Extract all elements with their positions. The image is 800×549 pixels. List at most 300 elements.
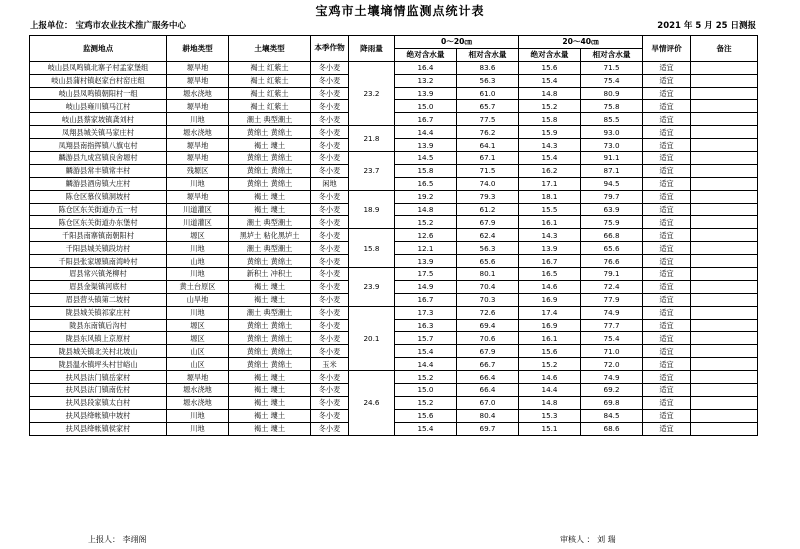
land-type-cell: 塬水浇地 — [167, 396, 229, 409]
land-type-cell: 塬旱地 — [167, 152, 229, 165]
crop-cell: 冬小麦 — [311, 371, 349, 384]
soil-type-cell: 褐土 塿土 — [229, 409, 311, 422]
table-row — [30, 332, 758, 345]
crop-cell: 冬小麦 — [311, 126, 349, 139]
soil-type-cell: 潮土 典型潮土 — [229, 242, 311, 255]
abs-20-40-cell: 15.1 — [519, 422, 581, 435]
reporter: 上报人： 李翊阁 — [88, 535, 147, 544]
table-row — [30, 409, 758, 422]
rel-20-40-cell: 69.2 — [581, 384, 643, 397]
soil-type-cell: 新积土 冲积土 — [229, 268, 311, 281]
soil-type-cell: 褐土 红紫土 — [229, 74, 311, 87]
site-cell: 麟游县九成宫镇良舍塬村 — [30, 152, 167, 165]
abs-20-40-cell: 14.3 — [519, 229, 581, 242]
soil-type-cell: 褐土 塿土 — [229, 190, 311, 203]
header-rainfall: 降雨量 — [349, 36, 395, 62]
abs-20-40-cell: 14.8 — [519, 396, 581, 409]
abs-0-20-cell: 15.4 — [395, 422, 457, 435]
rel-0-20-cell: 67.9 — [457, 345, 519, 358]
crop-cell: 冬小麦 — [311, 332, 349, 345]
soil-type-cell: 褐土 红紫土 — [229, 61, 311, 74]
remark-cell — [691, 396, 758, 409]
rainfall-cell: 18.9 — [349, 190, 395, 229]
remark-cell — [691, 345, 758, 358]
abs-20-40-cell: 15.2 — [519, 358, 581, 371]
rel-20-40-cell: 74.9 — [581, 306, 643, 319]
abs-20-40-cell: 16.9 — [519, 319, 581, 332]
table-row — [30, 396, 758, 409]
crop-cell: 冬小麦 — [311, 229, 349, 242]
land-type-cell: 塬水浇地 — [167, 87, 229, 100]
site-cell: 岐山县凤鸣镇朝阳村一组 — [30, 87, 167, 100]
crop-cell: 冬小麦 — [311, 396, 349, 409]
soil-type-cell: 黄绵土 黄绵土 — [229, 345, 311, 358]
abs-0-20-cell: 15.7 — [395, 332, 457, 345]
rel-0-20-cell: 67.9 — [457, 216, 519, 229]
rel-0-20-cell: 66.7 — [457, 358, 519, 371]
crop-cell: 冬小麦 — [311, 190, 349, 203]
table-row — [30, 139, 758, 152]
soil-type-cell: 褐土 塿土 — [229, 371, 311, 384]
abs-20-40-cell: 16.9 — [519, 293, 581, 306]
rel-0-20-cell: 72.6 — [457, 306, 519, 319]
drought-eval-cell: 适宜 — [643, 126, 691, 139]
rel-20-40-cell: 69.8 — [581, 396, 643, 409]
abs-0-20-cell: 19.2 — [395, 190, 457, 203]
abs-20-40-cell: 15.3 — [519, 409, 581, 422]
site-cell: 凤翔县城关镇马家庄村 — [30, 126, 167, 139]
drought-eval-cell: 适宜 — [643, 164, 691, 177]
land-type-cell: 塬旱地 — [167, 371, 229, 384]
land-type-cell: 川道灌区 — [167, 203, 229, 216]
rainfall-cell: 20.1 — [349, 306, 395, 370]
soil-type-cell: 潮土 典型潮土 — [229, 306, 311, 319]
abs-0-20-cell: 15.8 — [395, 164, 457, 177]
drought-eval-cell: 适宜 — [643, 280, 691, 293]
report-unit: 上报单位： 宝鸡市农业技术推广服务中心 — [30, 21, 186, 31]
abs-0-20-cell: 15.2 — [395, 371, 457, 384]
site-cell: 岐山县雍川镇马江村 — [30, 100, 167, 113]
soil-type-cell: 黄绵土 黄绵土 — [229, 177, 311, 190]
site-cell: 岐山县蔡家坡镇龚刘村 — [30, 113, 167, 126]
header-drought: 旱情评价 — [643, 36, 691, 62]
drought-eval-cell: 适宜 — [643, 139, 691, 152]
site-cell: 千阳县城关镇段坊村 — [30, 242, 167, 255]
abs-0-20-cell: 16.5 — [395, 177, 457, 190]
rel-0-20-cell: 74.0 — [457, 177, 519, 190]
crop-cell: 冬小麦 — [311, 74, 349, 87]
report-date: 2021 年 5 月 25 日测报 — [657, 21, 756, 31]
header-rel-1: 相对含水量 — [457, 48, 519, 61]
crop-cell: 冬小麦 — [311, 100, 349, 113]
rainfall-cell: 23.7 — [349, 152, 395, 191]
land-type-cell: 塬旱地 — [167, 139, 229, 152]
land-type-cell: 山区 — [167, 358, 229, 371]
rel-20-40-cell: 66.8 — [581, 229, 643, 242]
table-row — [30, 61, 758, 74]
land-type-cell: 川地 — [167, 177, 229, 190]
rel-0-20-cell: 62.4 — [457, 229, 519, 242]
soil-type-cell: 黄绵土 黄绵土 — [229, 164, 311, 177]
site-cell: 陈仓区东关街道办东堡村 — [30, 216, 167, 229]
drought-eval-cell: 适宜 — [643, 203, 691, 216]
rel-20-40-cell: 76.6 — [581, 255, 643, 268]
drought-eval-cell: 适宜 — [643, 113, 691, 126]
drought-eval-cell: 适宜 — [643, 306, 691, 319]
abs-20-40-cell: 17.4 — [519, 306, 581, 319]
header-rel-2: 相对含水量 — [581, 48, 643, 61]
drought-eval-cell: 适宜 — [643, 190, 691, 203]
remark-cell — [691, 61, 758, 74]
abs-0-20-cell: 15.0 — [395, 384, 457, 397]
rel-20-40-cell: 71.5 — [581, 61, 643, 74]
drought-eval-cell: 适宜 — [643, 345, 691, 358]
crop-cell: 冬小麦 — [311, 61, 349, 74]
rel-0-20-cell: 56.3 — [457, 74, 519, 87]
land-type-cell: 川地 — [167, 306, 229, 319]
soil-type-cell: 黑垆土 粘化黑垆土 — [229, 229, 311, 242]
soil-type-cell: 潮土 典型潮土 — [229, 113, 311, 126]
land-type-cell: 塬区 — [167, 319, 229, 332]
rel-20-40-cell: 75.8 — [581, 100, 643, 113]
site-cell: 岐山县凤鸣镇北寨子村孟家堡组 — [30, 61, 167, 74]
abs-0-20-cell: 13.2 — [395, 74, 457, 87]
drought-eval-cell: 适宜 — [643, 371, 691, 384]
soil-type-cell: 黄绵土 黄绵土 — [229, 255, 311, 268]
crop-cell: 冬小麦 — [311, 268, 349, 281]
rel-0-20-cell: 77.5 — [457, 113, 519, 126]
rel-0-20-cell: 70.6 — [457, 332, 519, 345]
abs-20-40-cell: 16.1 — [519, 216, 581, 229]
header-land-type: 耕地类型 — [167, 36, 229, 62]
site-cell: 千阳县南寨镇南朝阳村 — [30, 229, 167, 242]
abs-20-40-cell: 13.9 — [519, 242, 581, 255]
rel-0-20-cell: 69.7 — [457, 422, 519, 435]
rel-20-40-cell: 84.5 — [581, 409, 643, 422]
drought-eval-cell: 适宜 — [643, 216, 691, 229]
rel-0-20-cell: 64.1 — [457, 139, 519, 152]
rel-0-20-cell: 65.6 — [457, 255, 519, 268]
remark-cell — [691, 164, 758, 177]
abs-20-40-cell: 16.2 — [519, 164, 581, 177]
header-abs-1: 绝对含水量 — [395, 48, 457, 61]
remark-cell — [691, 190, 758, 203]
site-cell: 陇县温水镇坪头村甘峪山 — [30, 358, 167, 371]
rel-20-40-cell: 80.9 — [581, 87, 643, 100]
rel-0-20-cell: 70.4 — [457, 280, 519, 293]
table-row — [30, 177, 758, 190]
abs-0-20-cell: 14.9 — [395, 280, 457, 293]
abs-0-20-cell: 14.4 — [395, 126, 457, 139]
crop-cell: 冬小麦 — [311, 306, 349, 319]
remark-cell — [691, 319, 758, 332]
remark-cell — [691, 139, 758, 152]
site-cell: 陈仓区东关街道办五一村 — [30, 203, 167, 216]
table-row — [30, 358, 758, 371]
rel-0-20-cell: 66.4 — [457, 384, 519, 397]
drought-eval-cell: 适宜 — [643, 293, 691, 306]
abs-20-40-cell: 15.8 — [519, 113, 581, 126]
abs-20-40-cell: 14.3 — [519, 139, 581, 152]
abs-0-20-cell: 17.3 — [395, 306, 457, 319]
drought-eval-cell: 适宜 — [643, 319, 691, 332]
site-cell: 眉县常兴镇尧柳村 — [30, 268, 167, 281]
remark-cell — [691, 152, 758, 165]
abs-0-20-cell: 15.0 — [395, 100, 457, 113]
soil-type-cell: 褐土 塿土 — [229, 293, 311, 306]
remark-cell — [691, 306, 758, 319]
remark-cell — [691, 229, 758, 242]
land-type-cell: 塬水浇地 — [167, 384, 229, 397]
crop-cell: 冬小麦 — [311, 280, 349, 293]
table-row — [30, 280, 758, 293]
rainfall-cell: 24.6 — [349, 371, 395, 435]
abs-0-20-cell: 13.9 — [395, 255, 457, 268]
remark-cell — [691, 409, 758, 422]
soil-type-cell: 潮土 典型潮土 — [229, 216, 311, 229]
rel-20-40-cell: 91.1 — [581, 152, 643, 165]
abs-20-40-cell: 16.5 — [519, 268, 581, 281]
drought-eval-cell: 适宜 — [643, 152, 691, 165]
header-soil-type: 土壤类型 — [229, 36, 311, 62]
rel-0-20-cell: 79.3 — [457, 190, 519, 203]
drought-eval-cell: 适宜 — [643, 100, 691, 113]
site-cell: 陇县城关镇祁家庄村 — [30, 306, 167, 319]
abs-0-20-cell: 12.6 — [395, 229, 457, 242]
remark-cell — [691, 332, 758, 345]
table-row — [30, 306, 758, 319]
abs-20-40-cell: 15.2 — [519, 100, 581, 113]
table-row — [30, 268, 758, 281]
rel-20-40-cell: 87.1 — [581, 164, 643, 177]
crop-cell: 冬小麦 — [311, 152, 349, 165]
abs-0-20-cell: 13.9 — [395, 139, 457, 152]
table-row — [30, 319, 758, 332]
land-type-cell: 塬旱地 — [167, 74, 229, 87]
drought-eval-cell: 适宜 — [643, 87, 691, 100]
land-type-cell: 黄土台原区 — [167, 280, 229, 293]
remark-cell — [691, 384, 758, 397]
remark-cell — [691, 113, 758, 126]
abs-20-40-cell: 15.9 — [519, 126, 581, 139]
crop-cell: 冬小麦 — [311, 345, 349, 358]
crop-cell: 冬小麦 — [311, 242, 349, 255]
abs-0-20-cell: 16.4 — [395, 61, 457, 74]
rel-20-40-cell: 94.5 — [581, 177, 643, 190]
rel-0-20-cell: 70.3 — [457, 293, 519, 306]
land-type-cell: 塬旱地 — [167, 100, 229, 113]
rel-20-40-cell: 73.0 — [581, 139, 643, 152]
header-abs-2: 绝对含水量 — [519, 48, 581, 61]
rel-0-20-cell: 80.4 — [457, 409, 519, 422]
crop-cell: 冬小麦 — [311, 409, 349, 422]
drought-eval-cell: 适宜 — [643, 74, 691, 87]
abs-0-20-cell: 13.9 — [395, 87, 457, 100]
remark-cell — [691, 280, 758, 293]
rel-20-40-cell: 65.6 — [581, 242, 643, 255]
drought-eval-cell: 适宜 — [643, 61, 691, 74]
abs-0-20-cell: 16.3 — [395, 319, 457, 332]
table-row — [30, 190, 758, 203]
abs-0-20-cell: 14.4 — [395, 358, 457, 371]
crop-cell: 冬小麦 — [311, 293, 349, 306]
land-type-cell: 川地 — [167, 242, 229, 255]
rel-20-40-cell: 85.5 — [581, 113, 643, 126]
table-row — [30, 126, 758, 139]
table-row — [30, 229, 758, 242]
soil-type-cell: 褐土 塿土 — [229, 280, 311, 293]
page-title: 宝鸡市土壤墒情监测点统计表 — [315, 4, 485, 18]
rel-0-20-cell: 67.1 — [457, 152, 519, 165]
table-row — [30, 384, 758, 397]
rel-20-40-cell: 77.9 — [581, 293, 643, 306]
header-remark: 备注 — [691, 36, 758, 62]
abs-20-40-cell: 15.4 — [519, 152, 581, 165]
site-cell: 凤翔县南指挥镇八旗屯村 — [30, 139, 167, 152]
abs-0-20-cell: 15.2 — [395, 216, 457, 229]
remark-cell — [691, 87, 758, 100]
remark-cell — [691, 177, 758, 190]
land-type-cell: 塬旱地 — [167, 190, 229, 203]
soil-type-cell: 褐土 塿土 — [229, 139, 311, 152]
remark-cell — [691, 74, 758, 87]
land-type-cell: 川地 — [167, 268, 229, 281]
abs-0-20-cell: 15.2 — [395, 396, 457, 409]
drought-eval-cell: 适宜 — [643, 255, 691, 268]
drought-eval-cell: 适宜 — [643, 409, 691, 422]
site-cell: 扶风县法门镇南佐村 — [30, 384, 167, 397]
remark-cell — [691, 242, 758, 255]
drought-eval-cell: 适宜 — [643, 242, 691, 255]
rel-20-40-cell: 72.4 — [581, 280, 643, 293]
abs-20-40-cell: 14.6 — [519, 280, 581, 293]
abs-20-40-cell: 14.8 — [519, 87, 581, 100]
rel-0-20-cell: 71.5 — [457, 164, 519, 177]
land-type-cell: 山地 — [167, 255, 229, 268]
site-cell: 扶风县绛帐镇中坡村 — [30, 409, 167, 422]
remark-cell — [691, 126, 758, 139]
land-type-cell: 川地 — [167, 422, 229, 435]
crop-cell: 冬小麦 — [311, 87, 349, 100]
site-cell: 眉县金渠镇河底村 — [30, 280, 167, 293]
rel-20-40-cell: 79.7 — [581, 190, 643, 203]
table-row — [30, 371, 758, 384]
table-row — [30, 74, 758, 87]
crop-cell: 冬小麦 — [311, 422, 349, 435]
land-type-cell: 山旱地 — [167, 293, 229, 306]
crop-cell: 冬小麦 — [311, 255, 349, 268]
rel-0-20-cell: 56.3 — [457, 242, 519, 255]
soil-type-cell: 黄绵土 黄绵土 — [229, 332, 311, 345]
rel-0-20-cell: 65.7 — [457, 100, 519, 113]
drought-eval-cell: 适宜 — [643, 177, 691, 190]
reviewer: 审核人 ： 刘 瑞 — [560, 535, 616, 544]
abs-20-40-cell: 14.4 — [519, 384, 581, 397]
table-row — [30, 152, 758, 165]
table-row — [30, 242, 758, 255]
rel-0-20-cell: 80.1 — [457, 268, 519, 281]
remark-cell — [691, 371, 758, 384]
abs-20-40-cell: 14.6 — [519, 371, 581, 384]
site-cell: 陈仓区慕仪镇洞坡村 — [30, 190, 167, 203]
table-row — [30, 113, 758, 126]
rel-20-40-cell: 93.0 — [581, 126, 643, 139]
abs-0-20-cell: 16.7 — [395, 293, 457, 306]
header-site: 监测地点 — [30, 36, 167, 62]
land-type-cell: 塬旱地 — [167, 61, 229, 74]
crop-cell: 冬小麦 — [311, 216, 349, 229]
drought-eval-cell: 适宜 — [643, 358, 691, 371]
soil-type-cell: 黄绵土 黄绵土 — [229, 152, 311, 165]
table-row — [30, 100, 758, 113]
land-type-cell: 川地 — [167, 113, 229, 126]
rel-0-20-cell: 83.6 — [457, 61, 519, 74]
rel-20-40-cell: 75.9 — [581, 216, 643, 229]
abs-0-20-cell: 14.5 — [395, 152, 457, 165]
rel-20-40-cell: 74.9 — [581, 371, 643, 384]
rel-0-20-cell: 69.4 — [457, 319, 519, 332]
land-type-cell: 川道灌区 — [167, 216, 229, 229]
soil-type-cell: 褐土 红紫土 — [229, 87, 311, 100]
header-depth-0-20: 0～20㎝ — [395, 36, 519, 49]
crop-cell: 冬小麦 — [311, 203, 349, 216]
soil-type-cell: 褐土 塿土 — [229, 384, 311, 397]
drought-eval-cell: 适宜 — [643, 422, 691, 435]
soil-type-cell: 黄绵土 黄绵土 — [229, 358, 311, 371]
table-row — [30, 87, 758, 100]
crop-cell: 冬小麦 — [311, 384, 349, 397]
table-row — [30, 255, 758, 268]
rel-20-40-cell: 79.1 — [581, 268, 643, 281]
abs-0-20-cell: 15.6 — [395, 409, 457, 422]
crop-cell: 闲地 — [311, 177, 349, 190]
soil-type-cell: 褐土 红紫土 — [229, 100, 311, 113]
rel-20-40-cell: 75.4 — [581, 332, 643, 345]
rel-0-20-cell: 61.0 — [457, 87, 519, 100]
land-type-cell: 塬区 — [167, 229, 229, 242]
land-type-cell: 山区 — [167, 345, 229, 358]
abs-20-40-cell: 16.1 — [519, 332, 581, 345]
remark-cell — [691, 422, 758, 435]
site-cell: 千阳县张家塬镇南湾岭村 — [30, 255, 167, 268]
land-type-cell: 川地 — [167, 409, 229, 422]
rel-20-40-cell: 71.0 — [581, 345, 643, 358]
drought-eval-cell: 适宜 — [643, 229, 691, 242]
table-body — [30, 61, 758, 435]
crop-cell: 冬小麦 — [311, 139, 349, 152]
remark-cell — [691, 100, 758, 113]
crop-cell: 冬小麦 — [311, 164, 349, 177]
rel-0-20-cell: 61.2 — [457, 203, 519, 216]
soil-type-cell: 褐土 塿土 — [229, 422, 311, 435]
drought-eval-cell: 适宜 — [643, 268, 691, 281]
rainfall-cell: 23.2 — [349, 61, 395, 125]
rainfall-cell: 21.8 — [349, 126, 395, 152]
abs-20-40-cell: 15.4 — [519, 74, 581, 87]
site-cell: 麟游县常丰镇常丰村 — [30, 164, 167, 177]
site-cell: 扶风县段家镇太白村 — [30, 396, 167, 409]
site-cell: 陇县城关镇北关村北坡山 — [30, 345, 167, 358]
rel-20-40-cell: 63.9 — [581, 203, 643, 216]
remark-cell — [691, 203, 758, 216]
abs-20-40-cell: 15.6 — [519, 61, 581, 74]
rel-20-40-cell: 72.0 — [581, 358, 643, 371]
header-row-1 — [30, 36, 758, 49]
moisture-table — [29, 35, 758, 436]
abs-20-40-cell: 16.7 — [519, 255, 581, 268]
abs-0-20-cell: 16.7 — [395, 113, 457, 126]
table-row — [30, 422, 758, 435]
